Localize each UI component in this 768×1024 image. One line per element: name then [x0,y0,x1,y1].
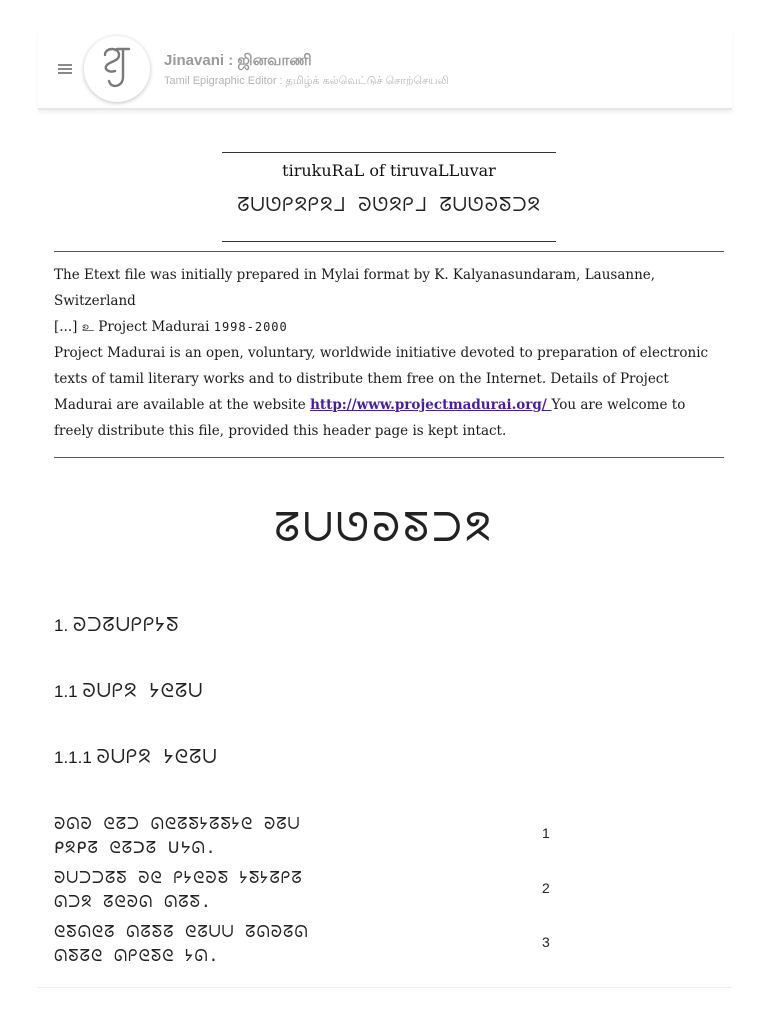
main-title-script: ᘔᑌᘎᘐᘕᑐᘝ [274,505,494,551]
hamburger-menu-icon[interactable] [58,64,72,74]
app-title: Jinavani : ஜினவாணி [164,52,312,69]
section-label: ᘐᑌᑭᘝ ᔭᘓᘔᑌ [82,680,204,702]
couplet-line: ᘏᘕᘔᘓ ᘏᑭᘓᘕᘓ ᔭᘏ. [54,946,220,965]
app-subtitle: Tamil Epigraphic Editor : தமிழ்க் கல்வெட்டுச் சொற்செயலி [164,75,449,87]
couplet [54,812,614,860]
divider [54,457,724,458]
couplet-line: ᘐᑌᑐᑐᘔᘕ ᘐᘓ ᑭᔭᘓᘐᘕ ᔭᘕᔭᘔᑭᘔ [54,868,303,887]
couplet-line: ᘏᑐᘝ ᘔᘓᘐᘏ ᘏᘔᘕ. [54,892,212,911]
intro-description [54,340,724,444]
intro-project-line [54,314,724,340]
section-heading [54,680,203,702]
intro-license-text: You are welcome to freely distribute this file, provided this header page is kept intact. [54,397,686,439]
intro-years: 1998-2000 [213,320,288,334]
section-number: 1.1 [54,682,78,701]
verse-number: 1 [542,825,550,841]
project-madurai-link[interactable]: http://www.projectmadurai.org/ [310,397,552,413]
section-heading [54,746,218,768]
intro-mark: உ [81,319,94,335]
section-label: ᘐᑐᘔᑌᑭᑭᔭᘕ [72,614,180,636]
jinavani-logo-icon[interactable] [84,36,150,102]
intro-credit: The Etext file was initially prepared in Mylai format by K. Kalyanasundaram, Lausanne, Switzerland [54,267,656,309]
verse-number: 2 [542,880,550,896]
intro-prefix: [...] [54,319,78,335]
intro-description-text: Project Madurai is an open, voluntary, worldwide initiative devoted to preparation of electronic texts of tamil literary works and to distribute them free on the Internet. Details of Project Madurai are available at the website [54,345,709,413]
section-heading [54,614,179,636]
section-number: 1.1.1 [54,748,92,767]
footer-divider [38,987,732,988]
couplet-line: ᘓᘕᘏᘓᘔ ᘏᘔᘕᘔ ᘓᘔᑌᑌ ᘔᘏᘐᘔᘏ [54,922,309,941]
document-title-script: ᘔᑌᘎᑭᘝᑭᘝᒧ ᘐᘎᘝᑭᒧ ᘔᑌᘎᘐᘕᑐᘝ [237,194,541,216]
app-header [38,30,732,110]
couplet [54,866,614,914]
couplet-line: ᘐᘏᘐ ᘓᘔᑐ ᘏᘓᘔᘕᔭᘔᘕᔭᘓ ᘐᘔᑌ [54,814,301,833]
couplet-line: ᑭᘝᑭᘔ ᘓᘔᑐᘔ ᑌᔭᘏ. [54,838,217,857]
verse-number: 3 [542,934,550,950]
intro-project-name: Project Madurai [98,319,210,335]
section-label: ᘐᑌᑭᘝ ᔭᘓᘔᑌ [96,746,218,768]
section-number: 1. [54,616,69,635]
document-title: tirukuRaL of tiruvaLLuvar [282,161,496,180]
intro-text [54,262,724,444]
divider [54,251,724,252]
couplet [54,920,614,968]
document-title-block [222,152,556,242]
